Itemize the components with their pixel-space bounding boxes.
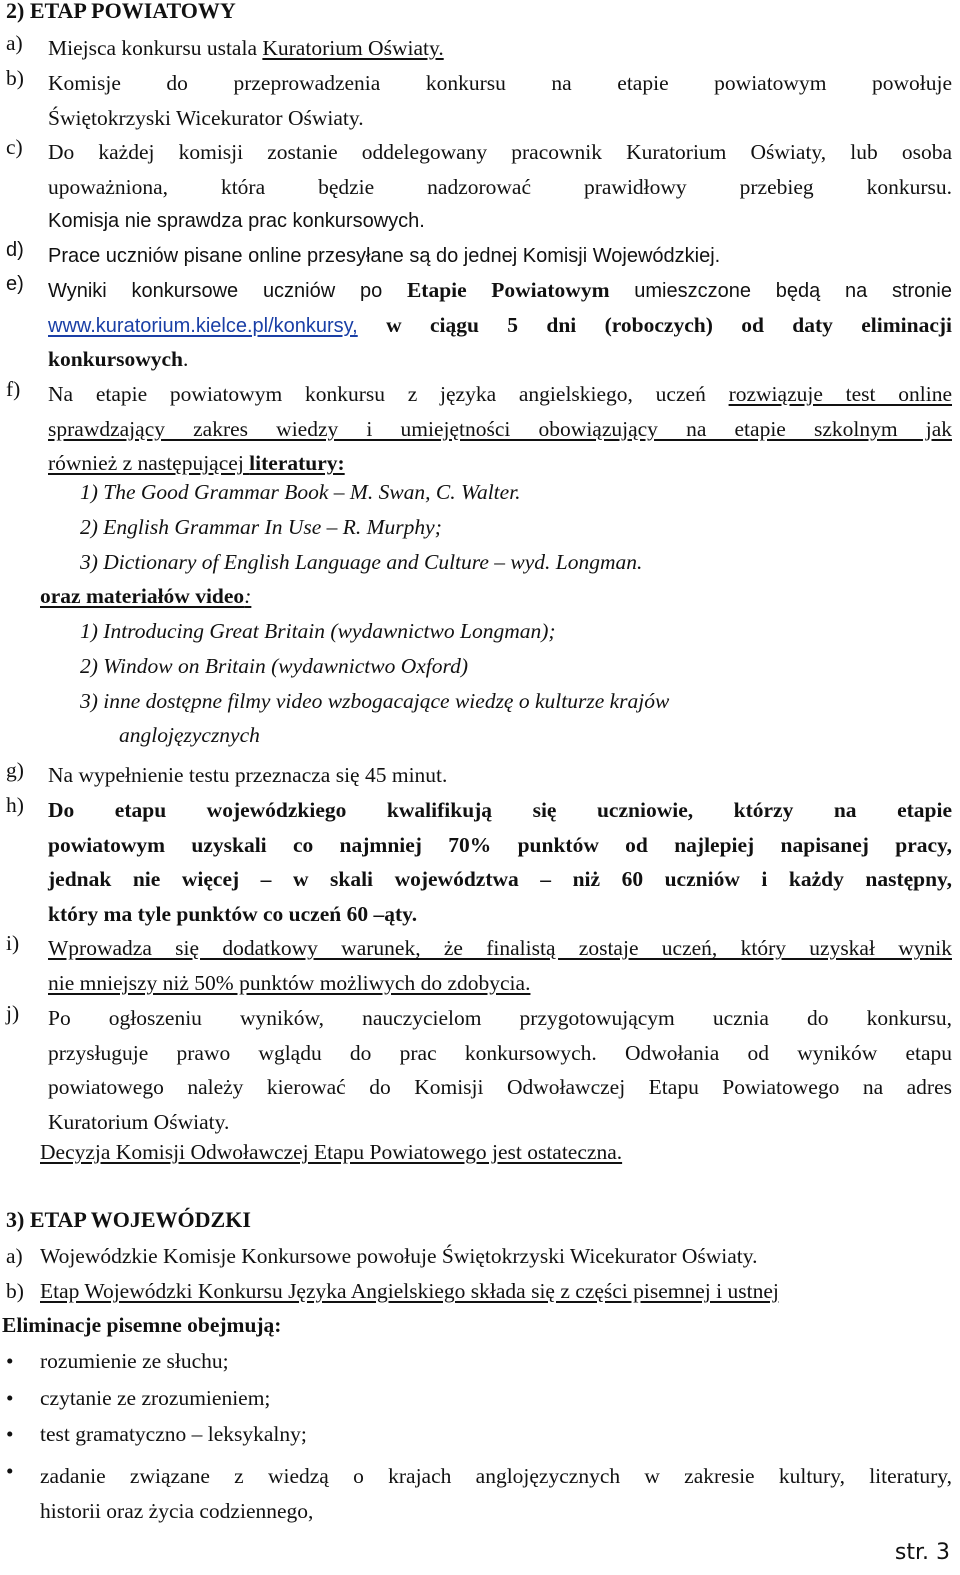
item-line: Do etapu wojewódzkiego kwalifikują się uczniowie, którzy na etapie xyxy=(48,798,952,822)
item-2i xyxy=(6,931,952,1000)
bullet-icon: • xyxy=(6,1459,14,1483)
item-3a-text: Wojewódzkie Komisje Konkursowe powołuje Świętokrzyski Wicekurator Oświaty. xyxy=(40,1244,758,1268)
bullet-icon: • xyxy=(6,1422,14,1446)
item-line: który ma tyle punktów co uczeń 60 –ąty. xyxy=(48,902,418,927)
item-label: g) xyxy=(6,758,24,782)
item-text: Miejsca konkursu ustala xyxy=(48,36,263,60)
item-text: umieszczone będą na stronie xyxy=(609,280,952,302)
item-2c xyxy=(6,135,952,239)
item-2j xyxy=(6,1001,952,1140)
item-2f xyxy=(6,377,952,481)
item-label: b) xyxy=(6,66,24,90)
literature-item: 2) English Grammar In Use – R. Murphy; xyxy=(80,515,442,539)
item-text: . xyxy=(183,347,189,372)
item-line: historii oraz życia codziennego, xyxy=(40,1498,314,1523)
item-2d xyxy=(6,239,952,274)
bullet-item-long xyxy=(6,1459,952,1528)
item-2b xyxy=(6,66,952,135)
item-line: Do każdej komisji zostanie oddelegowany pracownik Kuratorium Oświaty, lub osoba xyxy=(48,140,952,164)
item-line: przysługuje prawo wglądu do prac konkursowych. Odwołania od wyników etapu xyxy=(48,1040,952,1065)
section-2-heading: 2) ETAP POWIATOWY xyxy=(6,0,236,23)
item-line: Po ogłoszeniu wyników, nauczycielom przygotowującym ucznia do konkursu, xyxy=(48,1006,952,1030)
item-line: Wprowadza się dodatkowy warunek, że finalistą zostaje uczeń, który uzyskał wynik xyxy=(48,936,952,960)
item-label: a) xyxy=(6,31,23,55)
item-text-bold: literatury: xyxy=(249,451,345,476)
item-line: Komisja nie sprawdza prac konkursowych. xyxy=(48,210,425,233)
video-heading-colon: : xyxy=(244,584,252,608)
item-2e xyxy=(6,273,952,377)
item-text-underlined: również z następującej xyxy=(48,451,250,476)
item-line: Kuratorium Oświaty. xyxy=(48,1110,230,1135)
item-text: Wyniki konkursowe uczniów po xyxy=(48,280,407,302)
item-label: f) xyxy=(6,377,21,401)
video-item: 1) Introducing Great Britain (wydawnictwo Longman); xyxy=(80,619,556,643)
item-2g xyxy=(6,758,952,793)
item-line: Prace uczniów pisane online przesyłane są do jednej Komisji Wojewódzkiej. xyxy=(48,245,721,267)
bullet-item: test gramatyczno – leksykalny; xyxy=(40,1422,307,1446)
item-3a-label: a) xyxy=(6,1244,23,1268)
item-line: Świętokrzyski Wicekurator Oświaty. xyxy=(48,105,364,130)
item-label: e) xyxy=(6,273,24,295)
video-item: 3) inne dostępne filmy video wzbogacające wiedzę o kulturze krajów xyxy=(80,689,670,713)
item-label: h) xyxy=(6,793,24,817)
eliminations-title: Eliminacje pisemne obejmują: xyxy=(2,1313,282,1337)
page-number: str. 3 xyxy=(894,1540,950,1565)
video-heading xyxy=(40,584,251,609)
video-item: 2) Window on Britain (wydawnictwo Oxford) xyxy=(80,654,468,678)
item-text-underlined: Kuratorium Oświaty. xyxy=(262,36,444,60)
item-label: d) xyxy=(6,239,24,261)
item-label: i) xyxy=(6,931,20,955)
item-line: sprawdzający zakres wiedzy i umiejętności obowiązujący na etapie szkolnym jak xyxy=(48,416,952,441)
item-text: Na etapie powiatowym konkursu z języka angielskiego, uczeń xyxy=(48,382,729,406)
item-line: upoważniona, która będzie nadzorować prawidłowy przebieg konkursu. xyxy=(48,174,952,199)
bullet-item: rozumienie ze słuchu; xyxy=(40,1349,229,1373)
item-line: nie mniejszy niż 50% punktów możliwych do zdobycia. xyxy=(48,970,531,995)
bullet-item: czytanie ze zrozumieniem; xyxy=(40,1386,271,1410)
item-2h xyxy=(6,793,952,932)
literature-item: 3) Dictionary of English Language and Culture – wyd. Longman. xyxy=(80,550,643,574)
item-line: Na wypełnienie testu przeznacza się 45 minut. xyxy=(48,763,448,787)
item-3b-text: Etap Wojewódzki Konkursu Języka Angielskiego składa się z części pisemnej i ustnej xyxy=(40,1279,779,1303)
item-label: c) xyxy=(6,135,23,159)
video-item-continued: anglojęzycznych xyxy=(119,723,260,747)
section-3-heading: 3) ETAP WOJEWÓDZKI xyxy=(6,1207,251,1232)
item-text-bold: w ciągu 5 dni (roboczych) od daty eliminacji xyxy=(357,312,952,337)
item-2a xyxy=(6,31,952,66)
konkursy-link[interactable]: www.kuratorium.kielce.pl/konkursy, xyxy=(48,314,358,337)
decision-note: Decyzja Komisji Odwoławczej Etapu Powiatowego jest ostateczna. xyxy=(40,1140,623,1164)
item-line: zadanie związane z wiedzą o krajach anglojęzycznych w zakresie kultury, literatury, xyxy=(40,1464,952,1488)
item-line: jednak nie więcej – w skali województwa – niż 60 uczniów i każdy następny, xyxy=(48,867,952,892)
item-line: powiatowym uzyskali co najmniej 70% punktów od najlepiej napisanej pracy, xyxy=(48,832,952,857)
bullet-icon: • xyxy=(6,1386,14,1410)
item-text-bold: Etapie Powiatowym xyxy=(406,278,610,302)
video-heading-label: oraz materiałów video xyxy=(40,584,245,608)
item-line: powiatowego należy kierować do Komisji Odwoławczej Etapu Powiatowego na adres xyxy=(48,1075,952,1100)
item-text-underlined: rozwiązuje test online xyxy=(728,382,952,406)
bullet-icon: • xyxy=(6,1349,14,1373)
literature-item: 1) The Good Grammar Book – M. Swan, C. Walter. xyxy=(80,480,521,504)
item-label: j) xyxy=(6,1001,20,1025)
item-line: Komisje do przeprowadzenia konkursu na etapie powiatowym powołuje xyxy=(48,71,952,95)
item-text-bold: konkursowych xyxy=(48,347,184,372)
item-3b-label: b) xyxy=(6,1279,24,1303)
